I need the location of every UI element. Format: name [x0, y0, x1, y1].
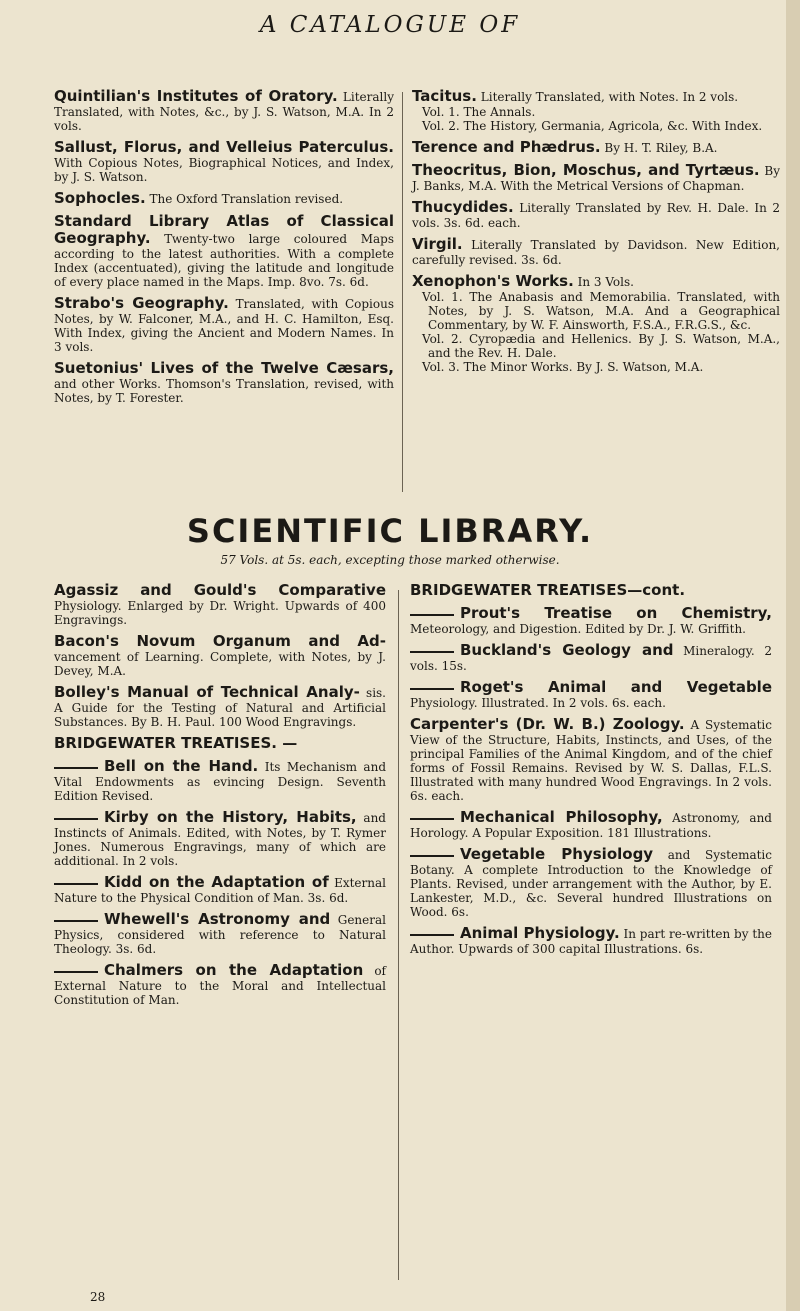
catalogue-entry: [412, 236, 780, 267]
entry-description: Physiology. Enlarged by Dr. Wright. Upwards of 400 Engravings.: [54, 599, 386, 627]
entry-description: External Nature to the Physical Condition of Man. 3s. 6d.: [54, 876, 386, 905]
ditto-dash: [410, 651, 454, 653]
catalogue-entry: [54, 582, 386, 627]
entry-description: General Physics, considered with reference to Natural Theology. 3s. 6d.: [54, 913, 386, 956]
entry-title: Prout's Treatise on Chemistry,: [460, 604, 772, 622]
entry-title: Vegetable Physiology: [460, 845, 654, 863]
entry-description: In 3 Vols.: [577, 275, 634, 289]
entry-description: Mineralogy. 2 vols. 15s.: [410, 644, 772, 673]
column-divider: [402, 92, 403, 492]
entry-title: Buckland's Geology and: [460, 641, 674, 659]
entry-description: Literally Translated, with Notes, &c., by J. S. Watson, M.A. In 2 vols.: [54, 90, 394, 133]
bottom-right-column: [410, 582, 772, 962]
ditto-dash: [410, 818, 454, 820]
entry-title: BRIDGEWATER TREATISES—cont.: [410, 581, 686, 599]
catalogue-entry: [54, 633, 386, 678]
entry-title: Suetonius' Lives of the Twelve Cæsars,: [54, 359, 394, 377]
ditto-dash: [410, 688, 454, 690]
catalogue-entry: [54, 295, 394, 354]
entry-title: Whewell's Astronomy and: [104, 910, 331, 928]
entry-description: Meteorology, and Digestion. Edited by Dr. J. W. Griffith.: [410, 622, 746, 636]
entry-description: Its Mechanism and Vital Endowments as evincing Design. Seventh Edition Revised.: [54, 760, 386, 803]
top-right-column: [412, 88, 780, 380]
entry-title: Roget's Animal and Vegetable: [460, 678, 772, 696]
entry-title: Bolley's Manual of Technical Analy-: [54, 683, 360, 701]
catalogue-entry: [54, 911, 386, 956]
entry-title: Kirby on the History, Habits,: [104, 808, 357, 826]
catalogue-entry: [412, 139, 780, 156]
ditto-dash: [410, 934, 454, 936]
catalogue-entry: [54, 360, 394, 405]
entry-title: Mechanical Philosophy,: [460, 808, 663, 826]
entry-title: Sallust, Florus, and Velleius Paterculus.: [54, 138, 394, 156]
entry-description: By J. Banks, M.A. With the Metrical Versions of Chapman.: [412, 164, 780, 193]
ditto-dash: [54, 818, 98, 820]
volume-line: Vol. 1. The Anabasis and Memorabilia. Translated, with Notes, by J. S. Watson, M.A. And a Geographical Commentary, by W. F. Ainsworth, F.S.A., F.R.G.S., &c.: [422, 290, 780, 332]
entry-title: Thucydides.: [412, 198, 514, 216]
catalogue-entry: [54, 874, 386, 905]
entry-title: Kidd on the Adaptation of: [104, 873, 329, 891]
entry-title: BRIDGEWATER TREATISES. —: [54, 734, 298, 752]
entry-description: With Copious Notes, Biographical Notices, and Index, by J. S. Watson.: [54, 156, 394, 184]
catalogue-entry: [412, 162, 780, 193]
entry-description: A Systematic View of the Structure, Habits, Instincts, and Uses, of the principal Families of the Animal Kingdom, and of the chief forms of Fossil Remains. Revised by W. S. Dallas, F.L.S. Illustrated with many hundred Wood Engravings. In 2 vols. 6s. each.: [410, 718, 772, 803]
catalogue-entry: [410, 605, 772, 636]
entry-title: Virgil.: [412, 235, 463, 253]
catalogue-entry: [54, 139, 394, 184]
entry-title: Sophocles.: [54, 189, 146, 207]
entry-title: Animal Physiology.: [460, 924, 620, 942]
catalogue-entry: [54, 190, 394, 207]
ditto-dash: [410, 614, 454, 616]
entry-title: Theocritus, Bion, Moschus, and Tyrtæus.: [412, 161, 760, 179]
volume-line: Vol. 2. The History, Germania, Agricola, &c. With Index.: [422, 119, 763, 133]
page-edge: [786, 0, 800, 1311]
ditto-dash: [54, 971, 98, 973]
entry-title: Carpenter's (Dr. W. B.) Zoology.: [410, 715, 685, 733]
catalogue-entry: [54, 809, 386, 868]
entry-title: Bell on the Hand.: [104, 757, 259, 775]
catalogue-entry: [54, 88, 394, 133]
ditto-dash: [54, 883, 98, 885]
entry-title: Agassiz and Gould's Comparative: [54, 581, 386, 599]
entry-title: Quintilian's Institutes of Oratory.: [54, 87, 338, 105]
catalogue-entry: [54, 684, 386, 729]
entry-description: and Instincts of Animals. Edited, with Notes, by T. Rymer Jones. Numerous Engravings, many of which are additional. In 2 vols.: [54, 811, 386, 868]
entry-description: Literally Translated by Davidson. New Edition, carefully revised. 3s. 6d.: [412, 238, 780, 267]
entry-description: By H. T. Riley, B.A.: [604, 141, 718, 155]
top-left-column: [54, 88, 394, 411]
section-title: SCIENTIFIC LIBRARY.: [186, 512, 594, 550]
bottom-left-column: [54, 582, 386, 1013]
catalogue-entry: [54, 213, 394, 289]
catalogue-entry: [410, 716, 772, 803]
entry-title: Strabo's Geography.: [54, 294, 229, 312]
entry-title: Tacitus.: [412, 87, 477, 105]
entry-description: and other Works. Thomson's Translation, revised, with Notes, by T. Forester.: [54, 377, 394, 405]
entry-description: The Oxford Translation revised.: [149, 192, 344, 206]
volume-line: Vol. 2. Cyropædia and Hellenics. By J. S. Watson, M.A., and the Rev. H. Dale.: [422, 332, 780, 360]
catalogue-entry: [412, 199, 780, 230]
catalogue-entry: [54, 735, 386, 752]
volume-line: Vol. 3. The Minor Works. By J. S. Watson, M.A.: [422, 360, 704, 374]
entry-description: vancement of Learning. Complete, with Notes, by J. Devey, M.A.: [54, 650, 386, 678]
page-number: 28: [90, 1290, 106, 1304]
catalogue-entry: [412, 88, 780, 133]
catalogue-entry: [410, 642, 772, 673]
entry-title: Xenophon's Works.: [412, 272, 574, 290]
entry-description: and Systematic Botany. A complete Introduction to the Knowledge of Plants. Revised, under arrangement with the Author, by E. Lankester, M.D., &c. Several hundred Illustrations on Wood. 6s.: [410, 848, 772, 919]
entry-title: Standard Library Atlas of Classical Geography.: [54, 212, 394, 247]
catalogue-entry: [54, 758, 386, 803]
ditto-dash: [410, 855, 454, 857]
running-head: A CATALOGUE OF: [259, 12, 521, 38]
entry-title: Bacon's Novum Organum and Ad-: [54, 632, 386, 650]
section-subtitle: 57 Vols. at 5s. each, excepting those marked otherwise.: [220, 553, 560, 567]
entry-description: Twenty-two large coloured Maps according to the latest authorities. With a complete Index (accentuated), giving the latitude and longitude of every place named in the Maps. Imp. 8vo. 7s. 6d.: [54, 232, 394, 289]
entry-title: Terence and Phædrus.: [412, 138, 601, 156]
ditto-dash: [54, 920, 98, 922]
entry-description: of External Nature to the Moral and Intellectual Constitution of Man.: [54, 964, 386, 1007]
entry-description: Physiology. Illustrated. In 2 vols. 6s. each.: [410, 696, 666, 710]
entry-description: In part re-written by the Author. Upwards of 300 capital Illustrations. 6s.: [410, 927, 772, 956]
catalogue-entry: [412, 273, 780, 374]
entry-title: Chalmers on the Adaptation: [104, 961, 364, 979]
entry-description: sis. A Guide for the Testing of Natural and Artificial Substances. By B. H. Paul. 100 Wood Engravings.: [54, 686, 386, 729]
catalogue-entry: [410, 925, 772, 956]
entry-description: Literally Translated, with Notes. In 2 vols.: [480, 90, 739, 104]
ditto-dash: [54, 767, 98, 769]
column-divider: [398, 590, 399, 1280]
catalogue-entry: [410, 809, 772, 840]
catalogue-entry: [410, 582, 772, 599]
catalogue-entry: [410, 846, 772, 919]
entry-description: Astronomy, and Horology. A Popular Exposition. 181 Illustrations.: [410, 811, 772, 840]
catalogue-entry: [410, 679, 772, 710]
volume-line: Vol. 1. The Annals.: [422, 105, 536, 119]
catalogue-entry: [54, 962, 386, 1007]
entry-description: Literally Translated by Rev. H. Dale. In 2 vols. 3s. 6d. each.: [412, 201, 780, 230]
entry-description: Translated, with Copious Notes, by W. Falconer, M.A., and H. C. Hamilton, Esq. With Index, giving the Ancient and Modern Names. In 3 vols.: [54, 297, 394, 354]
